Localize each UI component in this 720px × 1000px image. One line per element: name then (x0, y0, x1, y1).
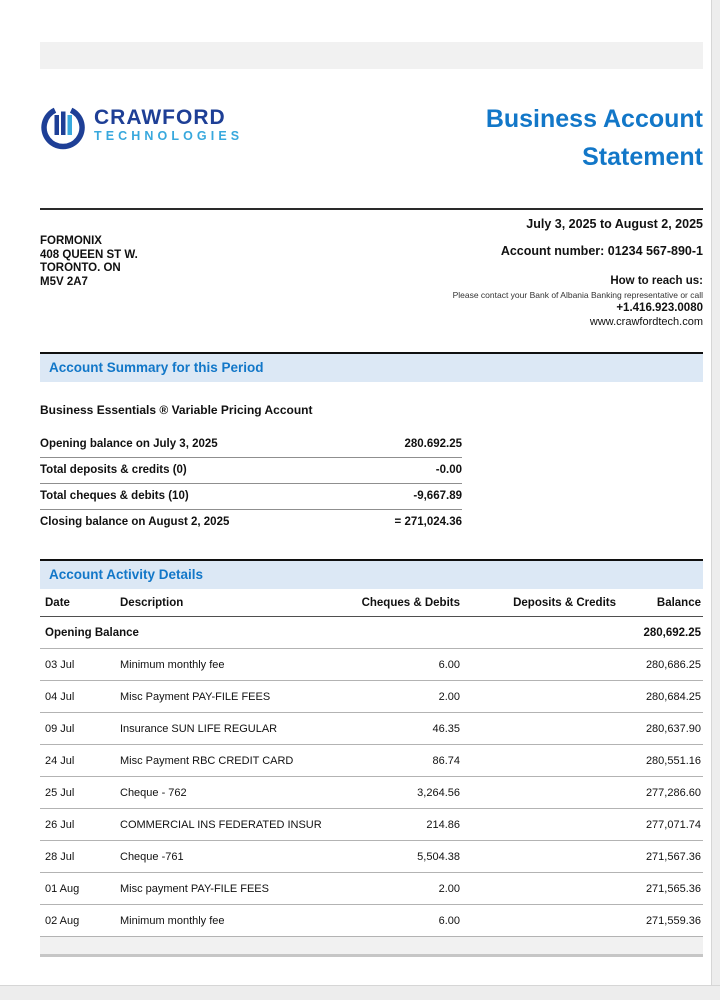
company-logo (40, 100, 243, 157)
transaction-row (40, 841, 703, 873)
summary-row (40, 484, 462, 510)
transaction-date: 09 Jul (45, 723, 75, 735)
opening-balance-value: 280,692.25 (643, 627, 701, 639)
summary-row-value: = 271,024.36 (394, 516, 462, 528)
brand-name-primary: CRAWFORD (94, 106, 226, 129)
transaction-desc: Insurance SUN LIFE REGULAR (120, 723, 278, 735)
transaction-balance: 280,551.16 (645, 755, 701, 767)
top-gray-bar (40, 42, 703, 69)
opening-balance-label: Opening Balance (45, 627, 139, 639)
transaction-desc: Cheque -761 (120, 851, 184, 863)
summary-section-header: Account Summary for this Period (40, 352, 703, 382)
column-header-description: Description (120, 597, 184, 609)
transaction-row (40, 649, 703, 681)
transaction-row (40, 777, 703, 809)
summary-row-label: Total deposits & credits (0) (40, 464, 187, 476)
transaction-row (40, 873, 703, 905)
transaction-date: 26 Jul (45, 819, 75, 831)
page-edge-right (711, 0, 720, 1000)
transaction-balance: 277,286.60 (645, 787, 701, 799)
transaction-debit: 3,264.56 (417, 787, 460, 799)
transaction-date: 04 Jul (45, 691, 75, 703)
transaction-credit (462, 819, 618, 831)
transaction-balance: 271,567.36 (645, 851, 701, 863)
contact-instruction: Please contact your Bank of Albania Banking representative or call (452, 290, 703, 300)
recipient-name: FORMONIX (40, 235, 102, 247)
transaction-credit (462, 883, 618, 895)
opening-balance-row (40, 617, 703, 649)
transaction-debit: 5,504.38 (417, 851, 460, 863)
transaction-desc: Minimum monthly fee (120, 915, 225, 927)
column-header-credits: Deposits & Credits (513, 597, 616, 609)
transaction-balance: 271,559.36 (645, 915, 701, 927)
page-edge-bottom (0, 985, 720, 1000)
contact-website-link[interactable]: www.crawfordtech.com (589, 316, 703, 328)
transaction-desc: COMMERCIAL INS FEDERATED INSUR (120, 819, 322, 831)
page-title-line1: Business Account (485, 105, 703, 133)
transaction-desc: Minimum monthly fee (120, 659, 225, 671)
summary-row-label: Closing balance on August 2, 2025 (40, 516, 230, 528)
summary-row-label: Total cheques & debits (10) (40, 490, 189, 502)
page-header (40, 100, 703, 178)
contact-phone: +1.416.923.0080 (616, 302, 703, 314)
transaction-credit (462, 787, 618, 799)
transaction-balance: 280,686.25 (645, 659, 701, 671)
transaction-credit (462, 915, 618, 927)
transaction-row (40, 905, 703, 937)
transaction-row (40, 809, 703, 841)
page-title-line2: Statement (582, 143, 703, 171)
transaction-debit: 6.00 (438, 915, 460, 927)
recipient-address (40, 235, 138, 328)
recipient-postal: M5V 2A7 (40, 275, 88, 288)
transaction-debit: 86.74 (432, 755, 460, 767)
table-footer-bar (40, 937, 703, 957)
summary-row-value: -9,667.89 (413, 490, 462, 502)
transaction-date: 25 Jul (45, 787, 75, 799)
summary-table (40, 432, 462, 535)
transaction-date: 28 Jul (45, 851, 75, 863)
brand-name-secondary: TECHNOLOGIES (94, 129, 244, 143)
activity-rows (40, 649, 703, 937)
transaction-credit (462, 851, 618, 863)
page-title (486, 100, 703, 176)
transaction-date: 03 Jul (45, 659, 75, 671)
header-divider (40, 208, 703, 210)
transaction-balance: 277,071.74 (645, 819, 701, 831)
summary-row-label: Opening balance on July 3, 2025 (40, 438, 218, 450)
transaction-balance: 280,684.25 (645, 691, 701, 703)
summary-row-value: -0.00 (435, 464, 462, 476)
column-header-balance: Balance (656, 597, 701, 609)
transaction-credit (462, 691, 618, 703)
transaction-debit: 2.00 (438, 883, 460, 895)
recipient-street: 408 QUEEN ST W. (40, 248, 138, 261)
transaction-balance: 280,637.90 (645, 723, 701, 735)
transaction-row (40, 745, 703, 777)
transaction-debit: 2.00 (438, 691, 460, 703)
summary-row (40, 510, 462, 535)
transaction-desc: Misc Payment PAY-FILE FEES (120, 691, 271, 703)
activity-section-header: Account Activity Details (40, 559, 703, 589)
transaction-desc: Misc Payment RBC CREDIT CARD (120, 755, 294, 767)
column-header-date: Date (45, 597, 70, 609)
transaction-row (40, 681, 703, 713)
transaction-date: 02 Aug (45, 915, 80, 927)
transaction-credit (462, 723, 618, 735)
product-name: Business Essentials ® Variable Pricing Account (40, 403, 313, 417)
transaction-balance: 271,565.36 (645, 883, 701, 895)
statement-period: July 3, 2025 to August 2, 2025 (526, 217, 703, 231)
statement-info (40, 217, 703, 328)
summary-row-value: 280.692.25 (404, 438, 462, 450)
recipient-city: TORONTO. ON (40, 262, 121, 274)
summary-row (40, 458, 462, 484)
transaction-debit: 214.86 (426, 819, 460, 831)
account-number: Account number: 01234 567-890-1 (500, 244, 703, 258)
activity-table-header (40, 589, 703, 617)
crawford-logo-icon (40, 102, 88, 157)
transaction-debit: 6.00 (438, 659, 460, 671)
contact-heading: How to reach us: (610, 275, 703, 287)
transaction-date: 01 Aug (45, 883, 80, 895)
transaction-credit (462, 659, 618, 671)
statement-meta (453, 217, 703, 328)
transaction-row (40, 713, 703, 745)
column-header-debits: Cheques & Debits (361, 597, 460, 609)
transaction-credit (462, 755, 618, 767)
summary-row (40, 432, 462, 458)
transaction-desc: Misc payment PAY-FILE FEES (120, 883, 269, 895)
transaction-date: 24 Jul (45, 755, 75, 767)
transaction-desc: Cheque - 762 (120, 787, 187, 799)
transaction-debit: 46.35 (432, 723, 460, 735)
